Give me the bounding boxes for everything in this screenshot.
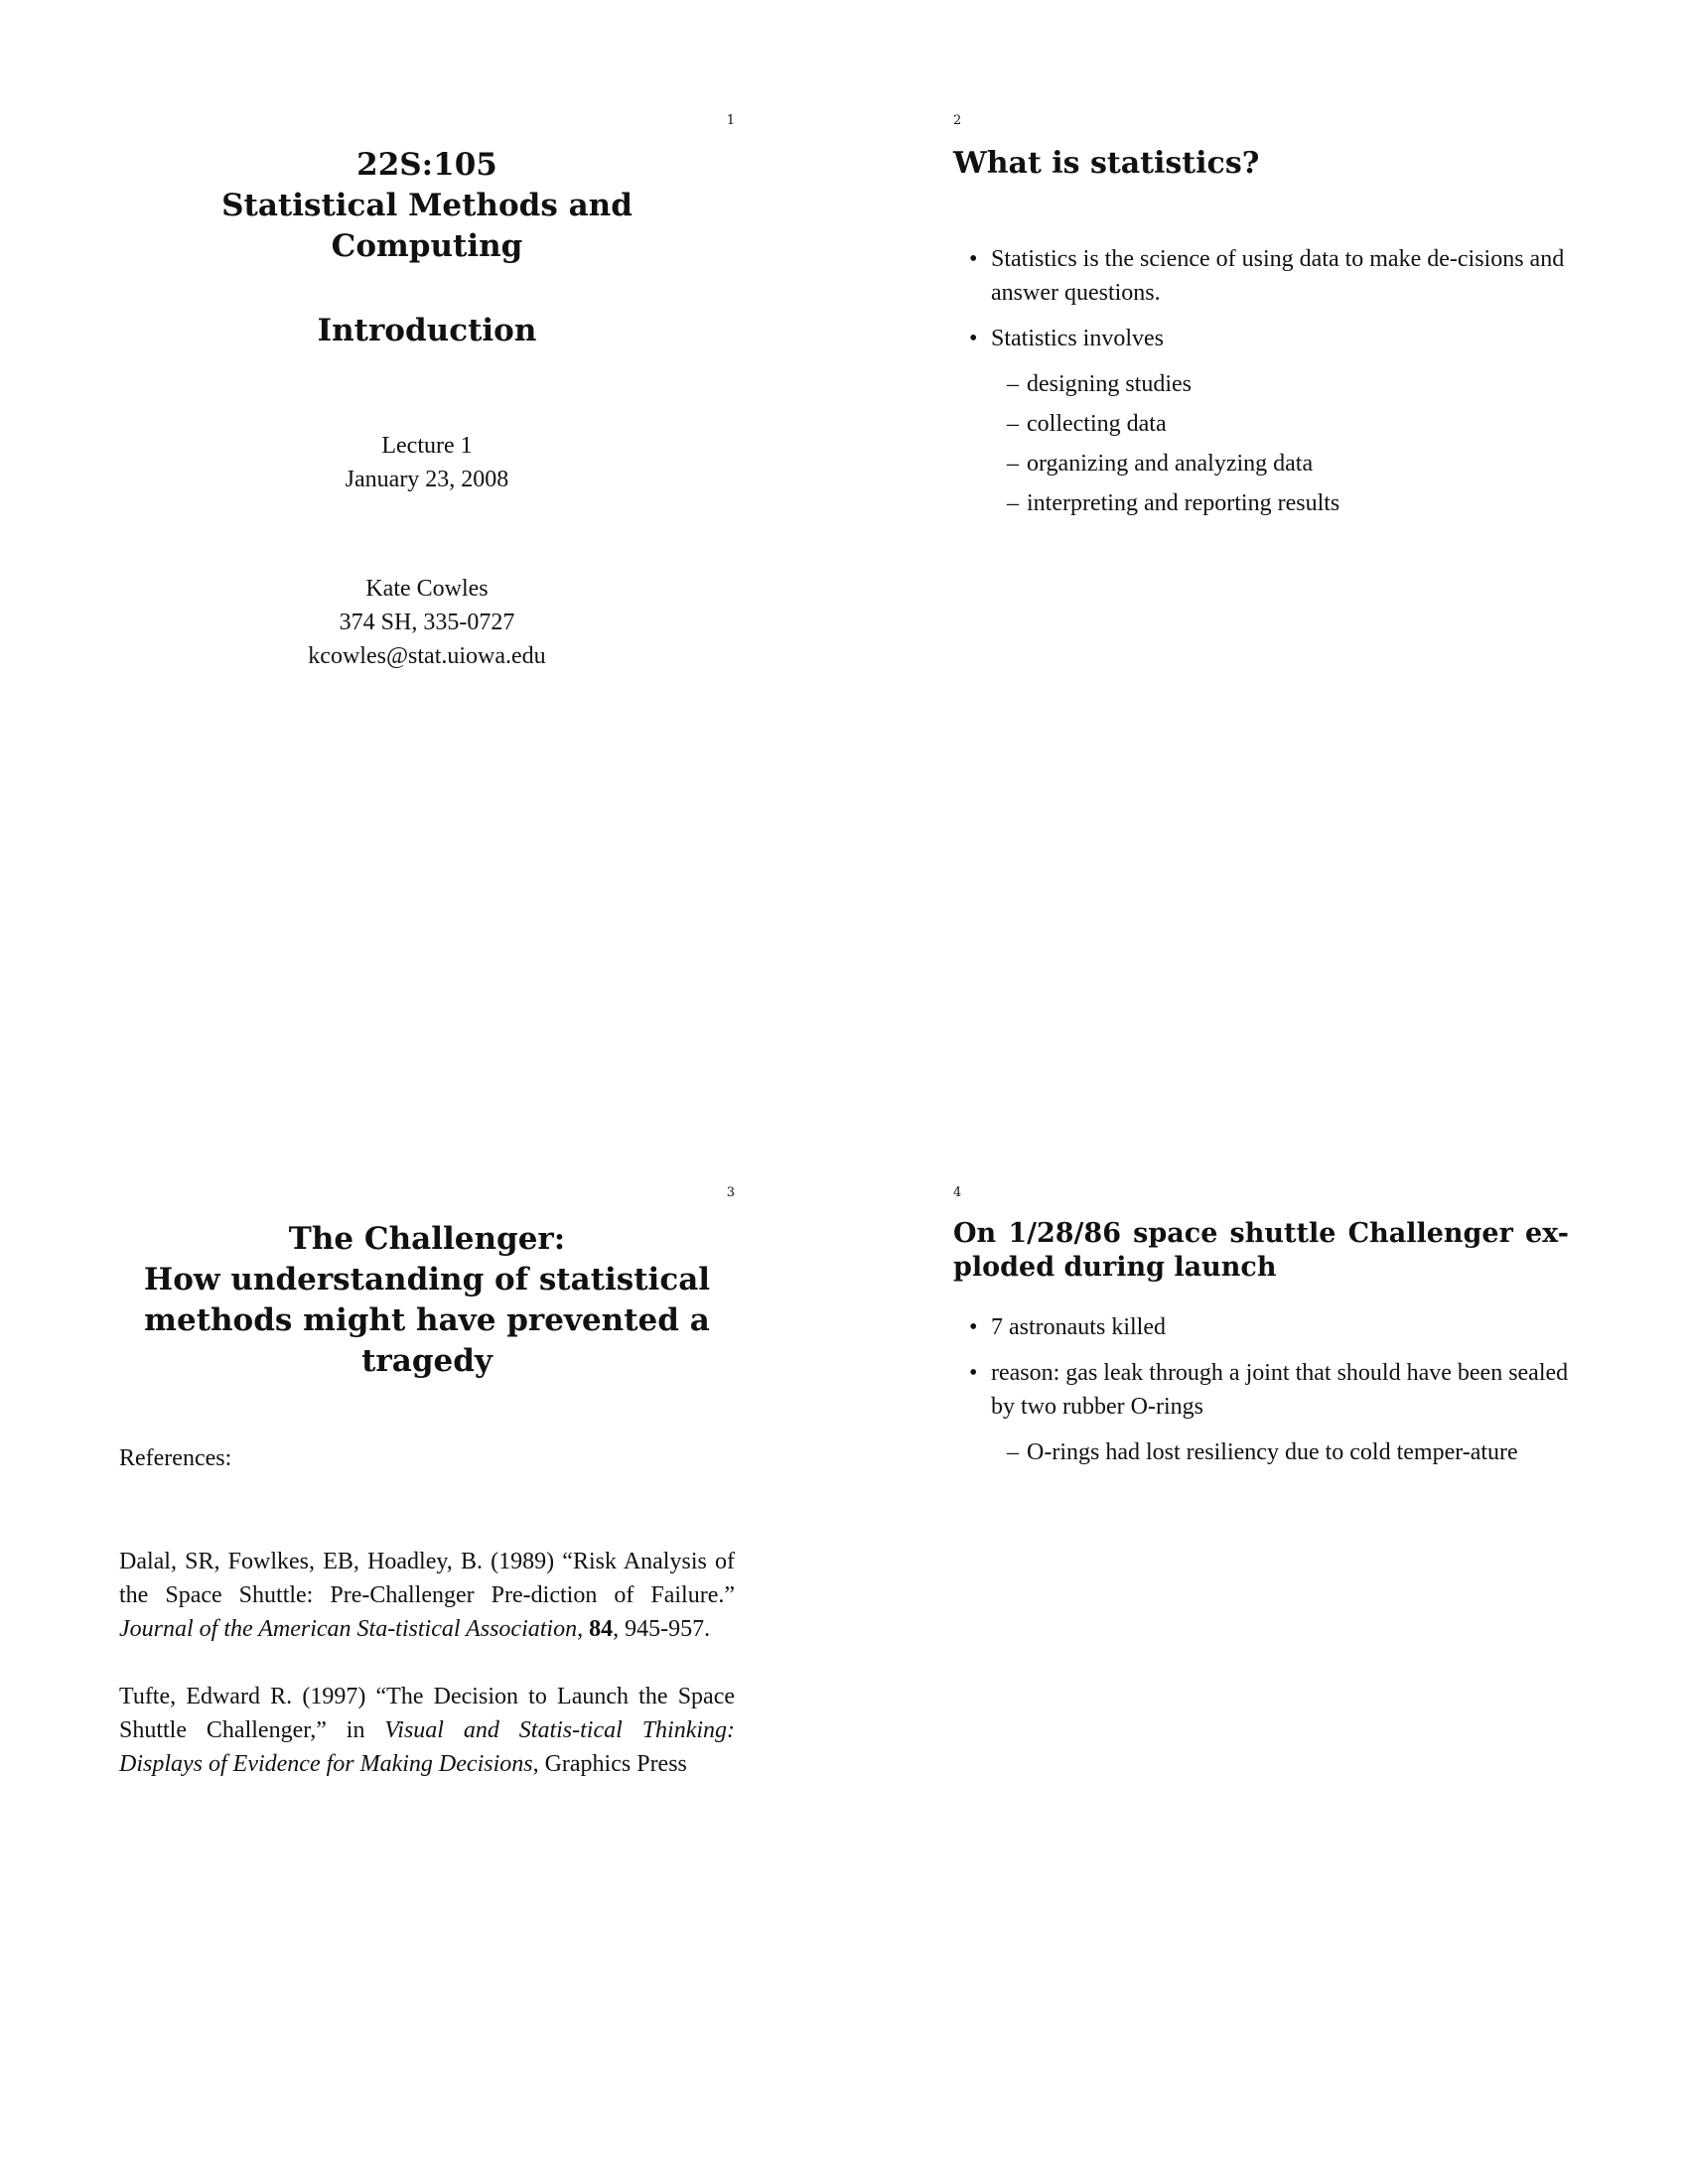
ref-volume: 84: [589, 1616, 614, 1642]
bullet-text: Statistics is the science of using data to make de-cisions and answer questions.: [991, 246, 1565, 306]
title-line: Statistical Methods and: [221, 188, 633, 223]
sub-bullet-text: collecting data: [1027, 411, 1167, 437]
page-number: 1: [726, 113, 735, 128]
title-line: 22S:105: [356, 147, 497, 183]
slide-3: [119, 1171, 735, 1781]
ref-book: Visual and Statis-tical Thinking: Displays of Evidence for Making Decisions: [119, 1717, 736, 1777]
list-item: [953, 1356, 1569, 1469]
sub-list: [991, 1435, 1569, 1469]
page-number: 3: [726, 1185, 735, 1200]
sub-list-item: [991, 1435, 1569, 1469]
sub-bullet-text: interpreting and reporting results: [1027, 490, 1340, 516]
dash-icon: –: [1007, 411, 1019, 437]
title-line: Computing: [331, 228, 523, 264]
ref-pages: , 945-957.: [613, 1616, 711, 1642]
list-item: [953, 322, 1569, 520]
page-number: 2: [953, 113, 962, 128]
bullet-text: 7 astronauts killed: [991, 1314, 1166, 1340]
sub-list-item: [991, 407, 1569, 441]
sub-list-item: [991, 486, 1569, 520]
subtitle: Introduction: [317, 313, 537, 348]
course-title: [119, 99, 735, 267]
reference-dalal: [119, 1545, 735, 1646]
ref-journal: Journal of the American Sta-tistical Association: [119, 1616, 578, 1642]
bullet-icon: •: [969, 1314, 978, 1340]
ref-authors: Tufte, Edward R. (1997) “The Decision to Launch the Space Shuttle Challenger,” in: [119, 1684, 735, 1743]
bullet-list: [953, 1310, 1569, 1469]
dash-icon: –: [1007, 1439, 1019, 1465]
slide-2: [953, 99, 1569, 532]
slide-title: [119, 1171, 735, 1382]
sub-bullet-text: O-rings had lost resiliency due to cold temper-ature: [1027, 1439, 1518, 1465]
bullet-icon: •: [969, 326, 978, 351]
ref-publisher: , Graphics Press: [532, 1751, 687, 1777]
sub-list-item: [991, 447, 1569, 480]
sub-list: [991, 367, 1569, 520]
sub-bullet-text: designing studies: [1027, 371, 1192, 397]
contact-info: [119, 572, 735, 673]
sub-bullet-text: organizing and analyzing data: [1027, 451, 1314, 477]
author-name: Kate Cowles: [365, 576, 489, 602]
title-line: The Challenger:: [288, 1221, 566, 1257]
title-line: tragedy: [361, 1343, 492, 1379]
bullet-list: [953, 242, 1569, 520]
dash-icon: –: [1007, 371, 1019, 397]
bullet-icon: •: [969, 1360, 978, 1386]
dash-icon: –: [1007, 451, 1019, 477]
list-item: [953, 242, 1569, 310]
slide-4: [953, 1171, 1569, 1481]
bullet-text: Statistics involves: [991, 326, 1164, 351]
slide-heading: What is statistics?: [953, 146, 1260, 181]
dash-icon: –: [1007, 490, 1019, 516]
slide-heading: On 1/28/86 space shuttle Challenger ex-ploded during launch: [953, 1218, 1569, 1283]
lecture-number: Lecture 1: [381, 433, 473, 459]
references-label: References:: [119, 1445, 232, 1471]
office-phone: 374 SH, 335-0727: [339, 610, 515, 635]
title-line: methods might have prevented a: [144, 1302, 710, 1338]
lecture-date: January 23, 2008: [345, 467, 509, 492]
ref-authors: Dalal, SR, Fowlkes, EB, Hoadley, B. (1989) “Risk Analysis of the Space Shuttle: Pre-Challenger Pre-diction of Failure.”: [119, 1549, 735, 1608]
email-link[interactable]: kcowles@stat.uiowa.edu: [308, 643, 546, 669]
lecture-info: [119, 429, 735, 496]
list-item: [953, 1310, 1569, 1344]
ref-separator: ,: [577, 1616, 590, 1642]
reference-tufte: [119, 1680, 735, 1781]
bullet-icon: •: [969, 246, 978, 272]
title-line: How understanding of statistical: [143, 1262, 711, 1297]
slide-1: [119, 99, 735, 673]
sub-list-item: [991, 367, 1569, 401]
page-number: 4: [953, 1185, 962, 1200]
bullet-text: reason: gas leak through a joint that should have been sealed by two rubber O-rings: [991, 1360, 1569, 1420]
